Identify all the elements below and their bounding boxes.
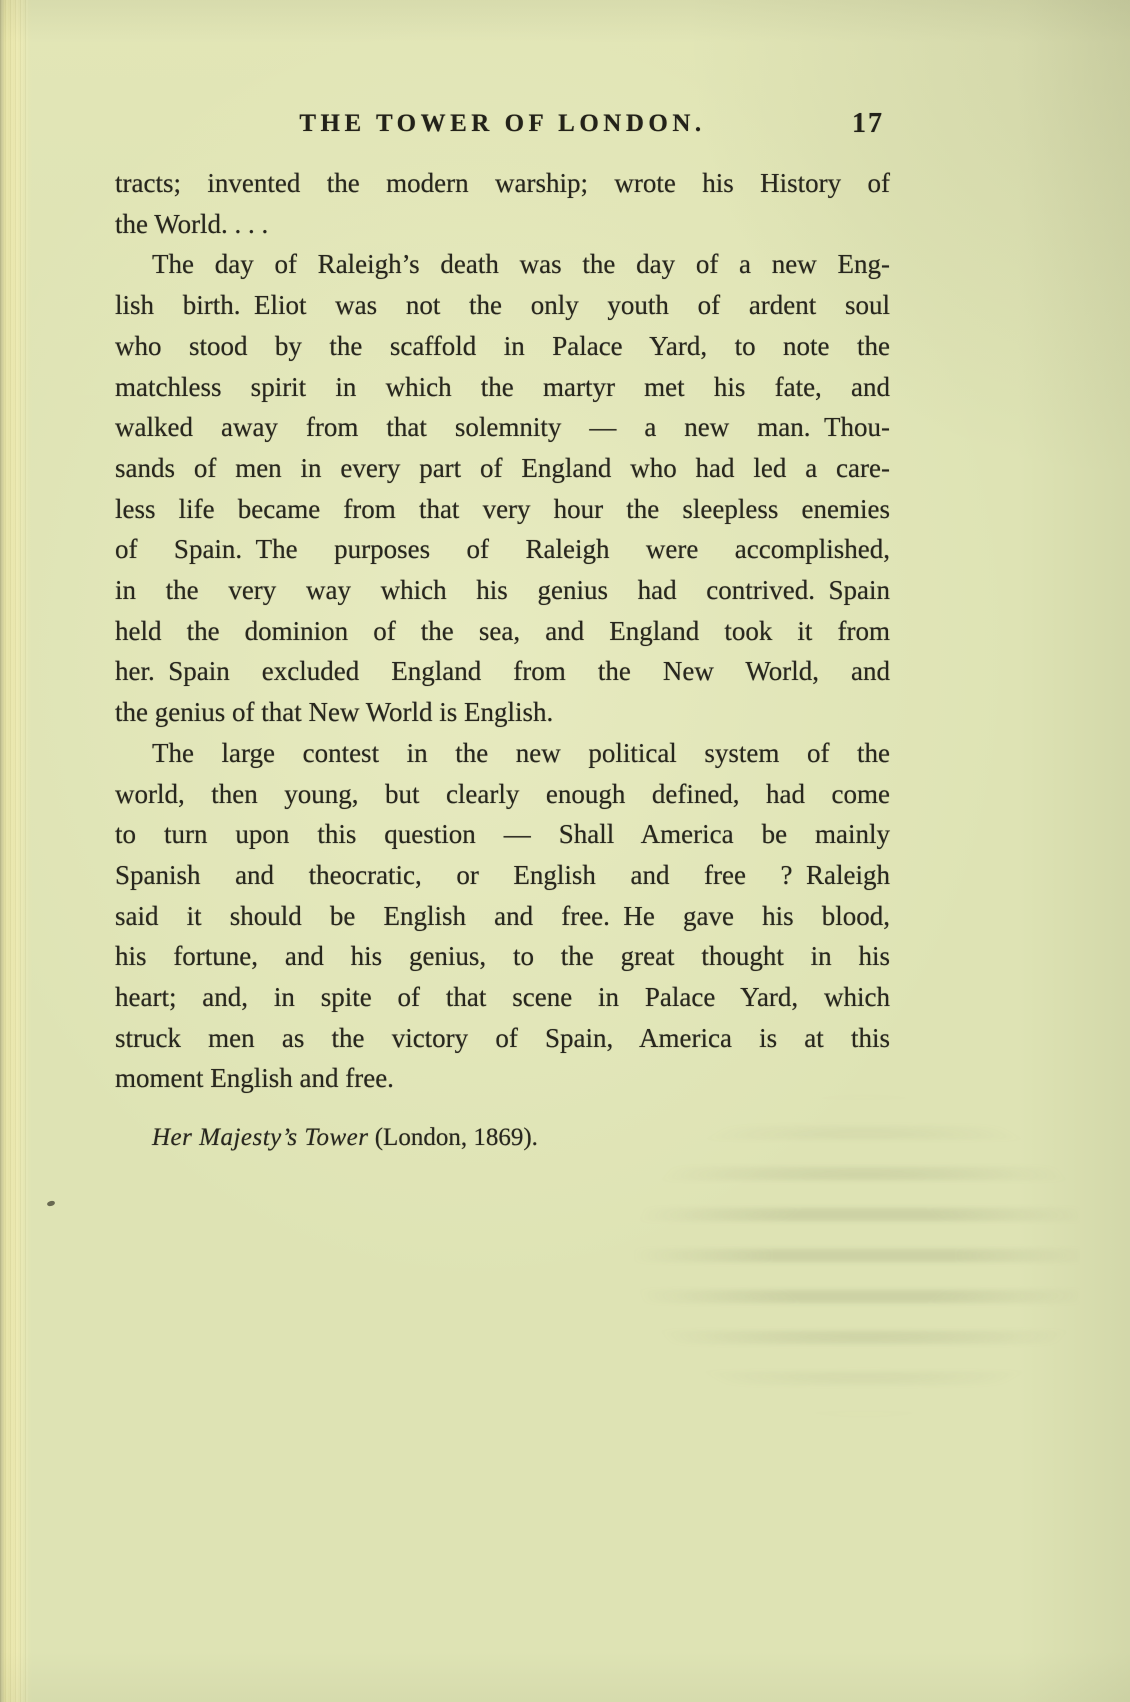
text-line: The large contest in the new political system of the — [152, 737, 890, 768]
citation-title: Her Majesty’s Tower — [152, 1124, 369, 1151]
text-line: the World. . . . — [115, 208, 269, 239]
text-line: who stood by the scaffold in Palace Yard, to note the — [115, 330, 890, 361]
text-line: sands of men in every part of England who had led a care- — [115, 452, 890, 483]
text-line: of Spain. The purposes of Raleigh were accomplished, — [115, 534, 890, 565]
text-line: less life became from that very hour the sleepless enemies — [115, 493, 890, 524]
running-title: THE TOWER OF LONDON. — [299, 110, 706, 137]
text-line: to turn upon this question — Shall America be mainly — [115, 819, 890, 850]
text-line: the genius of that New World is English. — [115, 697, 554, 728]
citation — [152, 1124, 538, 1152]
text-line: moment English and free. — [115, 1063, 394, 1094]
body-text — [115, 163, 890, 1099]
page-header — [115, 110, 890, 146]
ink-speck — [46, 1200, 55, 1207]
text-line: in the very way which his genius had contrived. Spain — [115, 575, 890, 606]
text-line: Spanish and theocratic, or English and free ? Raleigh — [115, 859, 890, 890]
text-line: lish birth. Eliot was not the only youth of ardent soul — [115, 290, 890, 321]
text-line: matchless spirit in which the martyr met his fate, and — [115, 371, 890, 402]
text-line: The day of Raleigh’s death was the day of a new Eng- — [152, 249, 890, 280]
text-line: walked away from that solemnity — a new man. Thou- — [115, 412, 890, 443]
bleed-through-text — [600, 1085, 1080, 1465]
text-line: world, then young, but clearly enough defined, had come — [115, 778, 890, 809]
page-left-edge — [0, 0, 28, 1702]
text-line: said it should be English and free. He gave his blood, — [115, 900, 890, 931]
page-number: 17 — [852, 108, 884, 139]
citation-detail: (London, 1869). — [368, 1124, 538, 1151]
text-line: her. Spain excluded England from the New World, and — [115, 656, 890, 687]
text-line: heart; and, in spite of that scene in Palace Yard, which — [115, 982, 890, 1013]
text-line: struck men as the victory of Spain, America is at this — [115, 1022, 890, 1053]
text-line: held the dominion of the sea, and England took it from — [115, 615, 890, 646]
text-line: his fortune, and his genius, to the great thought in his — [115, 941, 890, 972]
text-line: tracts; invented the modern warship; wrote his History of — [115, 168, 890, 198]
